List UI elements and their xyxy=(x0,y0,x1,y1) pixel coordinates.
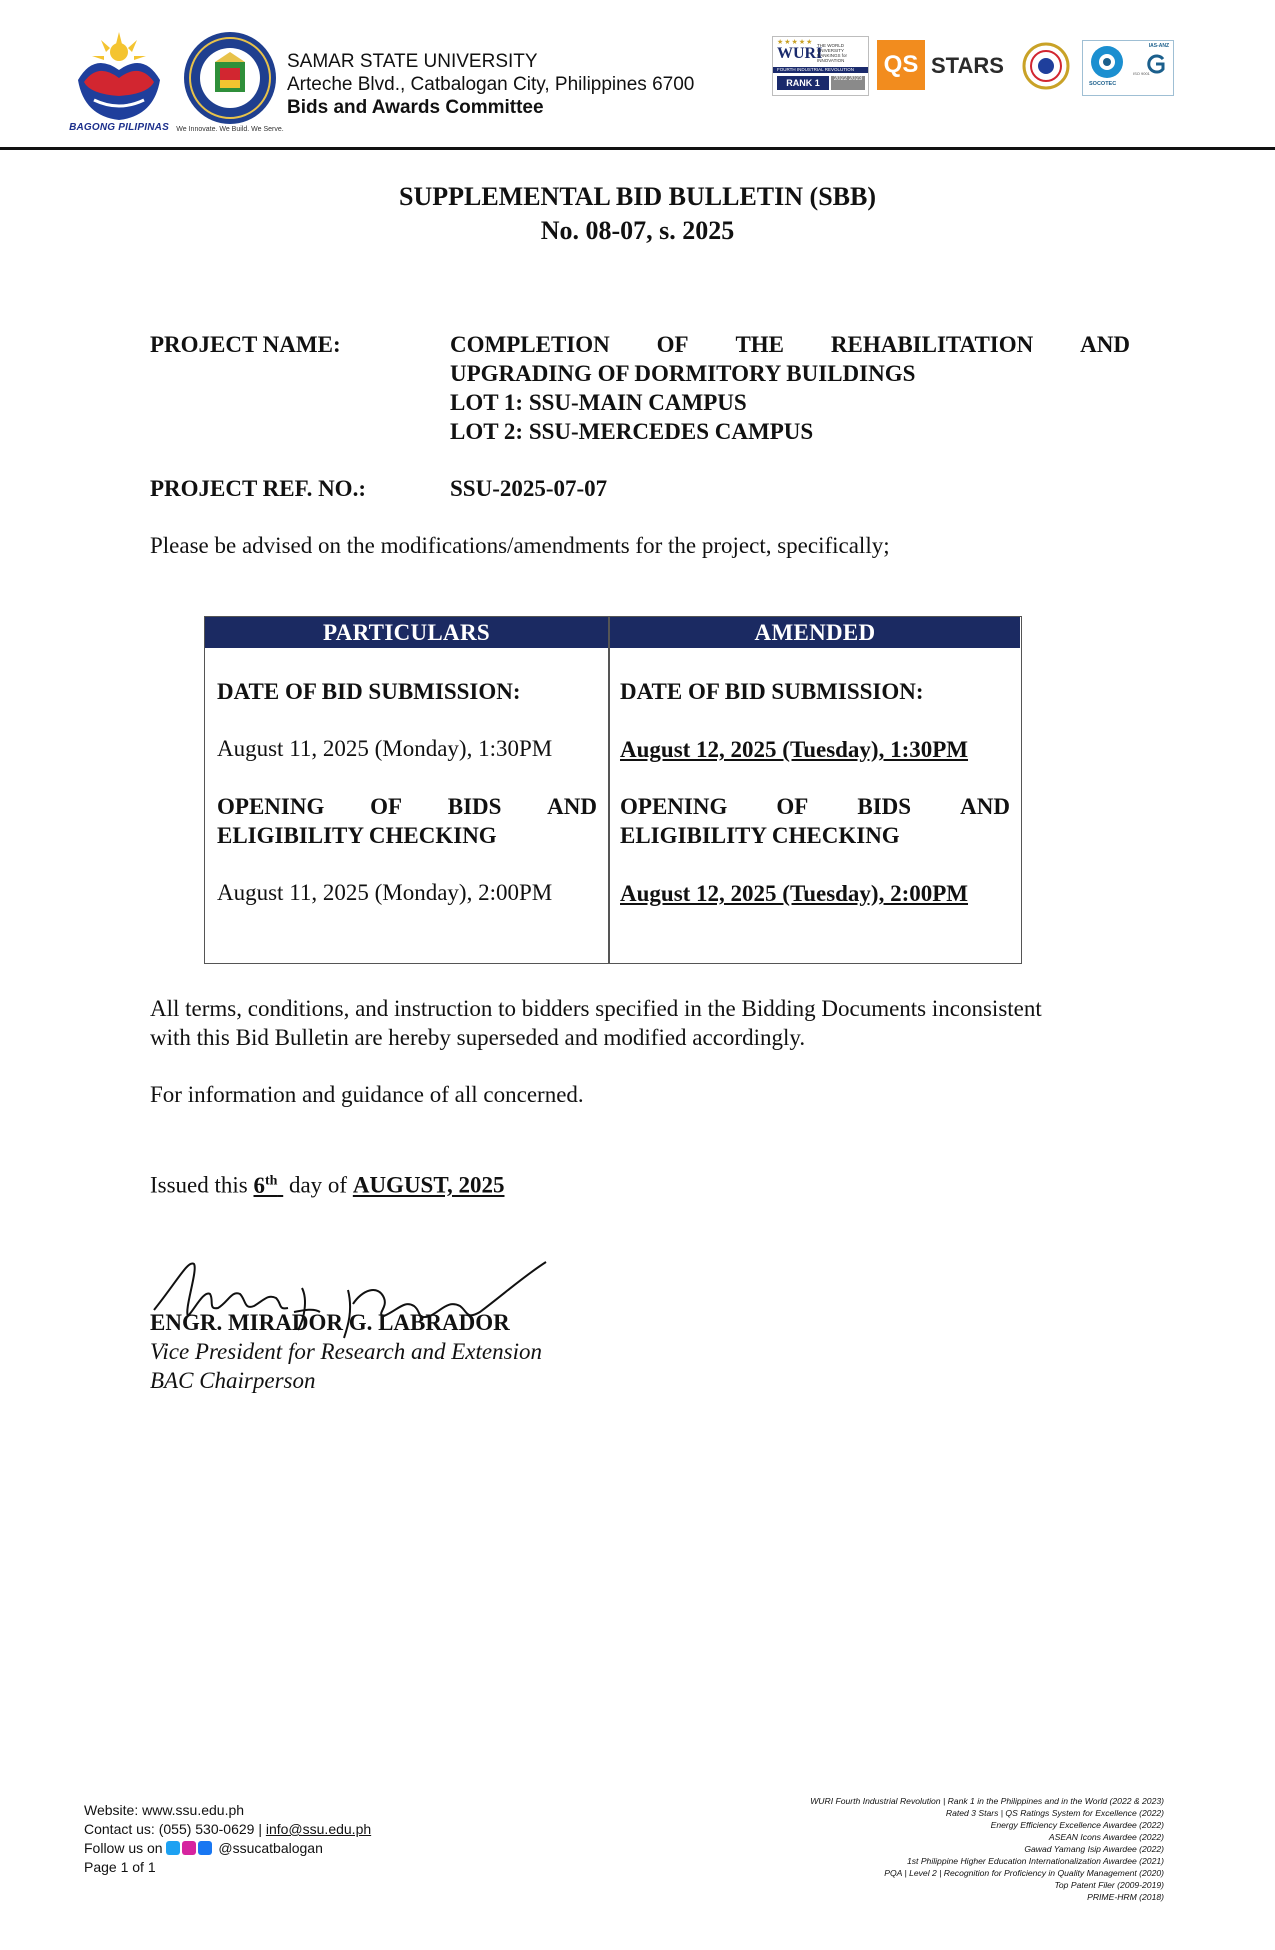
word: BIDS xyxy=(447,794,502,819)
issued-line xyxy=(150,1166,504,1200)
bagong-pilipinas-logo xyxy=(64,30,174,140)
title-line-1: SUPPLEMENTAL BID BULLETIN (SBB) xyxy=(398,182,876,211)
ias-anz-label: IAS-ANZ xyxy=(1148,43,1169,49)
word: AND xyxy=(960,794,1010,819)
star-rating-icon: ★★★★★ xyxy=(777,38,814,46)
word: THE xyxy=(735,332,785,357)
issued-prefix: Issued this xyxy=(150,1172,254,1198)
amended-bid-label: DATE OF BID SUBMISSION: xyxy=(620,679,924,704)
university-name: SAMAR STATE UNIVERSITY xyxy=(287,51,538,72)
word: OF xyxy=(656,332,689,357)
project-ref-value: SSU-2025-07-07 xyxy=(450,476,608,501)
project-name-line-1 xyxy=(450,330,1130,359)
footer-website: Website: www.ssu.edu.ph xyxy=(84,1802,245,1818)
amended-opening-label xyxy=(620,792,1010,850)
award-item: Top Patent Filer (2009-2019) xyxy=(1054,1880,1164,1890)
project-name-label: PROJECT NAME: xyxy=(150,332,341,357)
opening-line-2: ELIGIBILITY CHECKING xyxy=(217,823,497,848)
project-ref-label: PROJECT REF. NO.: xyxy=(150,476,366,501)
footer-follow-label: Follow us on xyxy=(84,1840,163,1856)
particulars-opening-date: August 11, 2025 (Monday), 2:00PM xyxy=(217,880,553,905)
signatory-role: BAC Chairperson xyxy=(150,1368,316,1393)
award-item: PRIME-HRM (2018) xyxy=(1087,1892,1164,1902)
header-divider xyxy=(0,147,1275,150)
ssu-seal-caption: We Innovate. We Build. We Serve. xyxy=(176,126,284,133)
word: BIDS xyxy=(857,794,912,819)
col-header-amended: AMENDED xyxy=(610,617,1020,648)
word: AND xyxy=(1080,332,1130,357)
word: OF xyxy=(370,794,403,819)
issued-month-year: AUGUST, 2025 xyxy=(352,1172,505,1198)
letterhead-text xyxy=(287,50,694,119)
word: COMPLETION xyxy=(450,332,610,357)
award-item: PQA | Level 2 | Recognition for Proficiency in Quality Management (2020) xyxy=(884,1868,1164,1878)
particulars-opening-label xyxy=(217,792,597,850)
footer-page-number: Page 1 of 1 xyxy=(84,1859,156,1875)
document-title xyxy=(0,180,1275,248)
socotec-label: SOCOTEC xyxy=(1089,81,1117,87)
bagong-pilipinas-emblem-icon xyxy=(64,30,174,122)
instagram-icon[interactable] xyxy=(182,1841,196,1855)
ssu-seal-icon xyxy=(182,30,278,126)
footer-social xyxy=(84,1839,371,1858)
socotec-logo-icon xyxy=(1087,43,1127,81)
award-item: Gawad Yamang Isip Awardee (2022) xyxy=(1024,1844,1164,1854)
award-item: ASEAN Icons Awardee (2022) xyxy=(1048,1832,1164,1842)
award-item: WURI Fourth Industrial Revolution | Rank 1 in the Philippines and in the World (2022 & 2023) xyxy=(810,1796,1164,1806)
issued-middle: day of xyxy=(283,1172,353,1198)
qs-badge: QS xyxy=(877,40,925,90)
signatory-position: Vice President for Research and Extension xyxy=(150,1339,542,1364)
amended-opening-date: August 12, 2025 (Tuesday), 2:00PM xyxy=(620,881,969,906)
guidance-line: For information and guidance of all concerned. xyxy=(150,1082,584,1107)
award-item: Rated 3 Stars | QS Ratings System for Excellence (2022) xyxy=(945,1808,1164,1818)
word: OF xyxy=(776,794,809,819)
project-name-line-3: LOT 1: SSU-MAIN CAMPUS xyxy=(450,390,747,415)
award-item: Energy Efficiency Excellence Awardee (2022) xyxy=(990,1820,1164,1830)
word: OPENING xyxy=(620,794,728,819)
title-line-2: No. 08-07, s. 2025 xyxy=(540,216,735,245)
excellence-award-badge xyxy=(1022,42,1070,90)
award-item: 1st Philippine Higher Education Internationalization Awardee (2021) xyxy=(906,1856,1164,1866)
bagong-pilipinas-caption: BAGONG PILIPINAS xyxy=(69,122,169,133)
particulars-bid-label: DATE OF BID SUBMISSION: xyxy=(217,679,521,704)
issued-day-suffix: th xyxy=(265,1173,278,1188)
wuri-name: WURI xyxy=(777,45,823,62)
signatory-name: ENGR. MIRADOR G. LABRADOR xyxy=(150,1310,510,1335)
award-seal-icon xyxy=(1022,42,1070,90)
wuri-bar xyxy=(773,67,868,73)
word: REHABILITATION xyxy=(830,332,1034,357)
facebook-icon[interactable] xyxy=(198,1841,212,1855)
university-address: Arteche Blvd., Catbalogan City, Philippines 6700 xyxy=(287,74,695,95)
ias-anz-icon xyxy=(1145,53,1167,75)
qs-stars-label: STARS xyxy=(931,53,1004,78)
wuri-subtitle: THE WORLD UNIVERSITY RANKINGS for INNOVATION xyxy=(817,43,848,63)
wuri-rank: RANK 1 xyxy=(777,76,829,90)
amended-bid-date: August 12, 2025 (Tuesday), 1:30PM xyxy=(620,737,969,762)
word: AND xyxy=(547,794,597,819)
issued-day-number: 6 xyxy=(253,1172,265,1198)
footer-contact xyxy=(84,1801,371,1877)
particulars-bid-date: August 11, 2025 (Monday), 1:30PM xyxy=(217,736,553,761)
word: OPENING xyxy=(217,794,325,819)
project-name-line-2: UPGRADING OF DORMITORY BUILDINGS xyxy=(450,361,916,386)
office-name: Bids and Awards Committee xyxy=(287,97,544,118)
closing-line-2: with this Bid Bulletin are hereby superseded and modified accordingly. xyxy=(150,1025,806,1050)
intro-paragraph: Please be advised on the modifications/amendments for the project, specifically; xyxy=(150,533,890,558)
issued-day xyxy=(254,1173,284,1198)
col-header-particulars: PARTICULARS xyxy=(205,617,608,648)
socotec-badge xyxy=(1082,40,1174,96)
footer-handle: @ssucatbalogan xyxy=(218,1840,323,1856)
wuri-bar-text: FOURTH INDUSTRIAL REVOLUTION xyxy=(777,67,855,72)
closing-paragraph xyxy=(150,994,1042,1052)
socotec-iso: ISO 9001 xyxy=(1133,71,1150,76)
footer-awards-list xyxy=(720,1795,1164,1903)
project-name-line-4: LOT 2: SSU-MERCEDES CAMPUS xyxy=(450,419,814,444)
amendment-table xyxy=(204,616,1022,964)
footer-contact-line xyxy=(84,1820,371,1839)
twitter-icon[interactable] xyxy=(166,1841,180,1855)
footer-email-link[interactable]: info@ssu.edu.ph xyxy=(265,1821,372,1837)
opening-line-2: ELIGIBILITY CHECKING xyxy=(620,823,900,848)
table-column-divider xyxy=(608,617,610,963)
closing-line-1: All terms, conditions, and instruction to bidders specified in the Bidding Documents inconsistent xyxy=(150,996,1042,1021)
footer-phone: Contact us: (055) 530-0629 | xyxy=(84,1821,266,1837)
wuri-badge xyxy=(772,36,869,96)
project-name-value xyxy=(450,330,1130,446)
ssu-seal-logo xyxy=(176,30,284,138)
wuri-years: 2022 2023 xyxy=(831,76,865,90)
